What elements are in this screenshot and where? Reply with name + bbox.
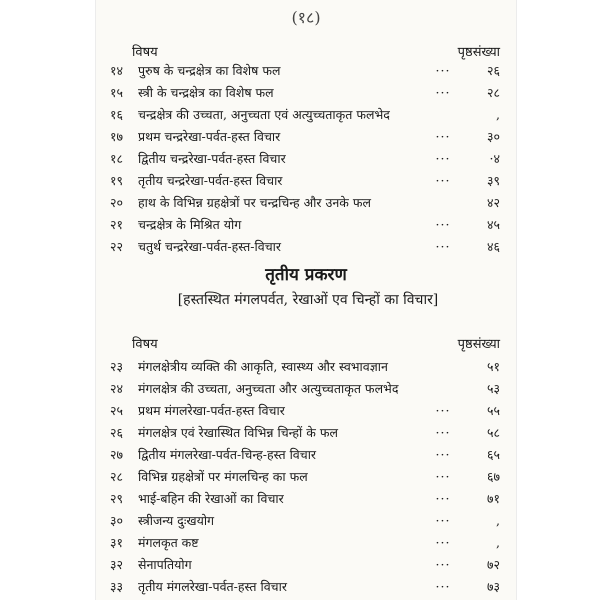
entry-page: ३९ bbox=[486, 173, 500, 188]
section2-header bbox=[120, 334, 500, 354]
entry-title: द्वितीय चन्द्ररेखा-पर्वत-हस्त विचार bbox=[138, 151, 286, 166]
entry-number: ३२ bbox=[110, 557, 124, 572]
entry-number: ३० bbox=[110, 513, 124, 528]
toc-row bbox=[110, 356, 502, 378]
leader-dots: ··· bbox=[435, 151, 451, 166]
chapter-title: तृतीय प्रकरण bbox=[265, 265, 347, 285]
toc-row bbox=[110, 148, 502, 170]
entry-page: ६७ bbox=[486, 469, 500, 484]
entry-number: ३३ bbox=[110, 579, 124, 594]
entry-page: ४२ bbox=[486, 195, 500, 210]
toc-row bbox=[110, 82, 502, 104]
entry-number: २२ bbox=[110, 239, 124, 254]
toc-row bbox=[110, 488, 502, 510]
leader-dots: ··· bbox=[435, 63, 451, 78]
entry-page: ४५ bbox=[486, 217, 500, 232]
entry-title: मंगलक्षेत्र एवं रेखास्थित विभिन्न चिन्हों के फल bbox=[138, 425, 338, 440]
entry-page: २८ bbox=[486, 85, 500, 100]
header-page-count: पृष्ठसंख्या bbox=[457, 337, 500, 352]
toc-row bbox=[110, 466, 502, 488]
toc-row bbox=[110, 104, 502, 126]
entry-page: ७१ bbox=[486, 491, 500, 506]
toc-row bbox=[110, 532, 502, 554]
entry-title: चतुर्थ चन्द्ररेखा-पर्वत-हस्त-विचार bbox=[138, 239, 281, 254]
leader-dots: ··· bbox=[435, 579, 451, 594]
entry-number: २५ bbox=[110, 403, 124, 418]
entry-page: , bbox=[496, 513, 500, 528]
leader-dots: ··· bbox=[435, 469, 451, 484]
entry-number: २६ bbox=[110, 425, 124, 440]
entry-number: १८ bbox=[110, 151, 124, 166]
header-page-count: पृष्ठसंख्या bbox=[457, 45, 500, 60]
toc-row bbox=[110, 236, 502, 258]
header-subject: विषय bbox=[132, 45, 158, 60]
leader-dots: ··· bbox=[435, 557, 451, 572]
entry-title: मंगलकृत कष्ट bbox=[138, 535, 199, 550]
toc-row bbox=[110, 214, 502, 236]
entry-number: १७ bbox=[110, 129, 124, 144]
toc-row bbox=[110, 192, 502, 214]
entry-title: द्वितीय मंगलरेखा-पर्वत-चिन्ह-हस्त विचार bbox=[138, 447, 317, 462]
entry-page: ५८ bbox=[486, 425, 500, 440]
entry-title: सेनापतियोग bbox=[138, 557, 192, 572]
entry-title: तृतीय मंगलरेखा-पर्वत-हस्त विचार bbox=[138, 579, 287, 594]
entry-page: , bbox=[496, 535, 500, 550]
entry-title: हाथ के विभिन्न ग्रहक्षेत्रों पर चन्द्रचिन्ह और उनके फल bbox=[138, 195, 371, 210]
entry-title: तृतीय चन्द्ररेखा-पर्वत-हस्त विचार bbox=[138, 173, 283, 188]
toc-row bbox=[110, 378, 502, 400]
leader-dots: ··· bbox=[435, 447, 451, 462]
toc-row bbox=[110, 554, 502, 576]
toc-row bbox=[110, 126, 502, 148]
entry-number: २९ bbox=[110, 491, 124, 506]
entry-title: चन्द्रक्षेत्र के मिश्रित योग bbox=[138, 217, 242, 232]
entry-page: , bbox=[496, 107, 500, 122]
entry-title: प्रथम चन्द्ररेखा-पर्वत-हस्त विचार bbox=[138, 129, 281, 144]
entry-number: १५ bbox=[110, 85, 124, 100]
entry-page: ५५ bbox=[486, 403, 500, 418]
entry-number: २७ bbox=[110, 447, 124, 462]
entry-page: ७३ bbox=[486, 579, 500, 594]
toc-row bbox=[110, 400, 502, 422]
entry-title: स्त्रीजन्य दुःखयोग bbox=[138, 513, 215, 528]
entry-page: ५३ bbox=[486, 381, 500, 396]
entry-number: २८ bbox=[110, 469, 124, 484]
entry-page: २६ bbox=[486, 63, 500, 78]
toc-row bbox=[110, 170, 502, 192]
leader-dots: ··· bbox=[435, 403, 451, 418]
leader-dots: ··· bbox=[435, 425, 451, 440]
entry-page: ·४ bbox=[489, 151, 500, 166]
leader-dots: ··· bbox=[435, 513, 451, 528]
leader-dots: ··· bbox=[435, 491, 451, 506]
leader-dots: ··· bbox=[435, 173, 451, 188]
entry-number: २४ bbox=[110, 381, 124, 396]
entry-title: प्रथम मंगलरेखा-पर्वत-हस्त विचार bbox=[138, 403, 285, 418]
entry-page: ३० bbox=[486, 129, 500, 144]
toc-row bbox=[110, 422, 502, 444]
leader-dots: ··· bbox=[435, 85, 451, 100]
entry-number: ३१ bbox=[110, 535, 124, 550]
toc-row bbox=[110, 510, 502, 532]
chapter-subtitle: [हस्तस्थित मंगलपर्वत, रेखाओं एव चिन्हों का विचार] bbox=[177, 292, 439, 308]
entry-title: चन्द्रक्षेत्र की उच्चता, अनुच्चता एवं अत्युच्चताकृत फलभेद bbox=[138, 107, 390, 122]
entry-number: २० bbox=[110, 195, 124, 210]
entry-title: भाई-बहिन की रेखाओं का विचार bbox=[138, 491, 284, 506]
page-number: (१८) bbox=[291, 8, 321, 27]
header-subject: विषय bbox=[132, 337, 158, 352]
leader-dots: ··· bbox=[435, 217, 451, 232]
entry-title: स्त्री के चन्द्रक्षेत्र का विशेष फल bbox=[138, 85, 274, 100]
entry-title: मंगलक्षेत्रीय व्यक्ति की आकृति, स्वास्थ्य और स्वभावज्ञान bbox=[138, 359, 388, 374]
leader-dots: ··· bbox=[435, 129, 451, 144]
entry-title: मंगलक्षेत्र की उच्चता, अनुच्चता और अत्युच्चताकृत फलभेद bbox=[138, 381, 399, 396]
entry-number: २३ bbox=[110, 359, 124, 374]
entry-page: ७२ bbox=[486, 557, 500, 572]
entry-title: पुरुष के चन्द्रक्षेत्र का विशेष फल bbox=[138, 63, 281, 78]
entry-number: २१ bbox=[110, 217, 124, 232]
entry-page: ५१ bbox=[486, 359, 500, 374]
section1-header bbox=[120, 42, 500, 62]
toc-row bbox=[110, 576, 502, 598]
toc-row bbox=[110, 60, 502, 82]
entry-page: ४६ bbox=[486, 239, 500, 254]
entry-page: ६५ bbox=[486, 447, 500, 462]
entry-number: १६ bbox=[110, 107, 124, 122]
leader-dots: ··· bbox=[435, 535, 451, 550]
entry-title: विभिन्न ग्रहक्षेत्रों पर मंगलचिन्ह का फल bbox=[138, 469, 308, 484]
entry-number: १४ bbox=[110, 63, 124, 78]
book-page bbox=[96, 0, 516, 600]
entry-number: १९ bbox=[110, 173, 124, 188]
leader-dots: ··· bbox=[435, 239, 451, 254]
toc-row bbox=[110, 444, 502, 466]
